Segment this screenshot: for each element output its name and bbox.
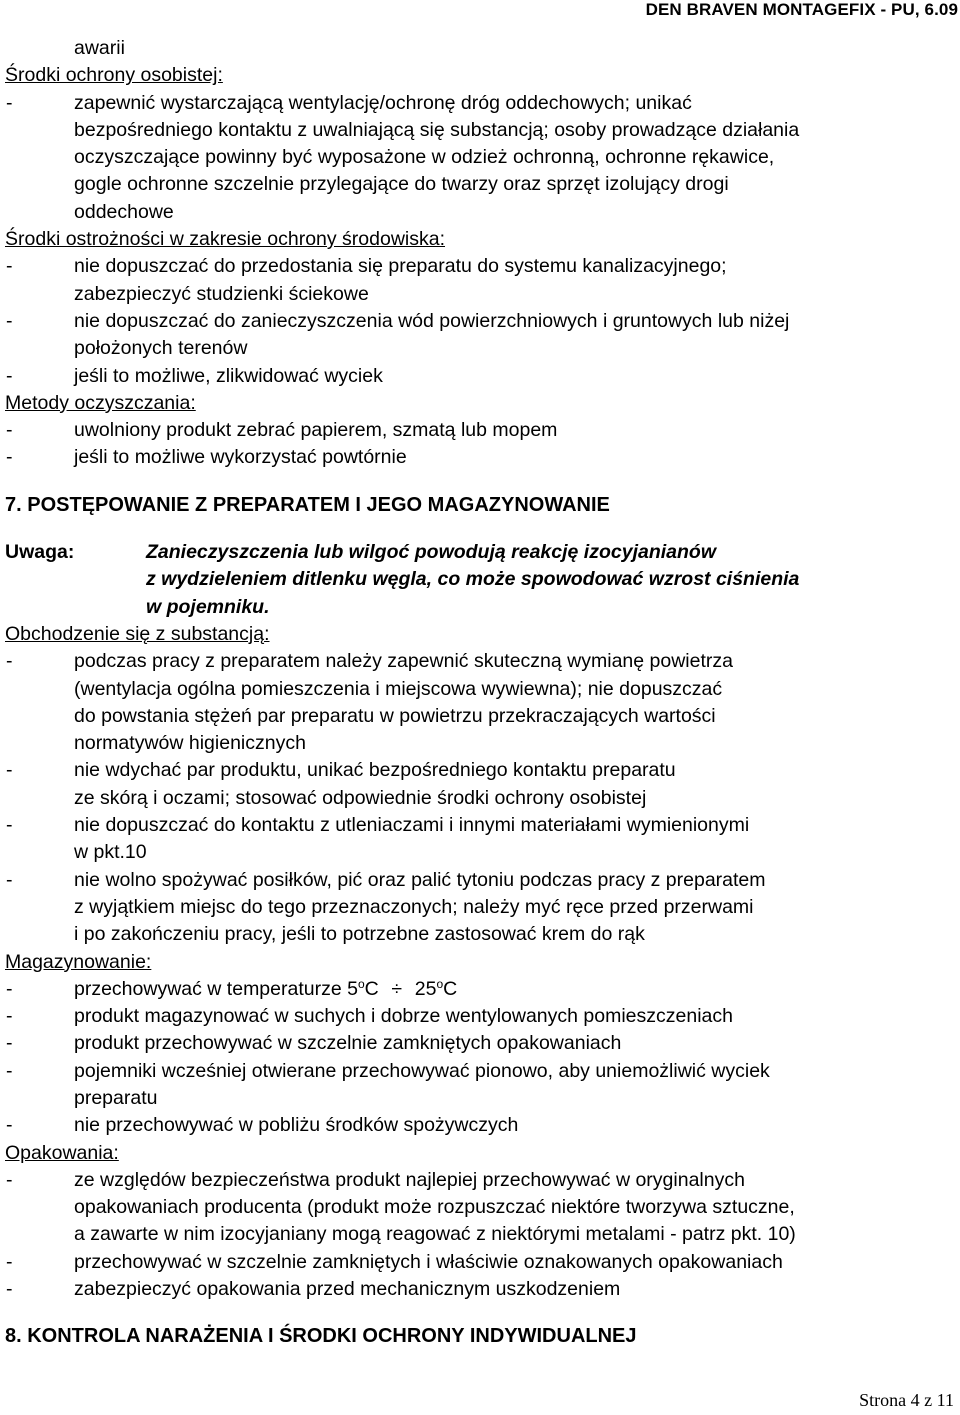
list-item-text: i po zakończeniu pracy, jeśli to potrzebne zastosować krem do rąk	[74, 923, 645, 946]
bullet-dash: -	[6, 364, 13, 387]
temp-text: przechowywać w temperaturze 5	[74, 977, 358, 1000]
list-item-text: oczyszczające powinny być wyposażone w odzież ochronną, ochronne rękawice,	[74, 146, 775, 169]
list-item-line	[0, 1221, 960, 1248]
bullet-dash: -	[6, 1278, 13, 1301]
bullet-dash: -	[6, 977, 13, 1000]
list-item-line	[0, 894, 960, 921]
list-item	[0, 1249, 960, 1276]
bullet-dash: -	[6, 255, 13, 278]
page-number: Strona 4 z 11	[859, 1390, 954, 1410]
list-item-text: przechowywać w szczelnie zamkniętych i właściwie oznakowanych opakowaniach	[74, 1250, 783, 1273]
list-item-line	[0, 1030, 960, 1057]
list-item	[0, 90, 960, 226]
list-item-line	[0, 117, 960, 144]
subsection-heading: Magazynowanie:	[5, 950, 152, 973]
range-sign: ÷	[391, 977, 403, 1000]
list-item-line	[0, 867, 960, 894]
list-item-line	[0, 444, 960, 471]
note-text: z wydzieleniem ditlenku węgla, co może spowodować wzrost ciśnienia	[146, 568, 800, 591]
list-item-line	[0, 281, 960, 308]
subsection-heading: Środki ochrony osobistej:	[5, 64, 223, 87]
temp-value: 25	[414, 977, 437, 1000]
list-item-line	[0, 730, 960, 757]
bullet-dash: -	[6, 1114, 13, 1137]
subsection-heading: Środki ostrożności w zakresie ochrony środowiska:	[5, 228, 446, 251]
list-item	[0, 867, 960, 949]
list-item-text: w pkt.10	[74, 841, 147, 864]
list-item-line	[0, 1167, 960, 1194]
bullet-dash: -	[6, 650, 13, 673]
document-body	[0, 35, 960, 1351]
list-item-line	[0, 144, 960, 171]
list-item-line	[0, 648, 960, 675]
list-item-text: zabezpieczyć studzienki ściekowe	[74, 282, 369, 305]
list-item	[0, 1030, 960, 1057]
bullet-dash: -	[6, 91, 13, 114]
list-item-text: normatywów higienicznych	[74, 732, 306, 755]
list-item-text: oddechowe	[74, 200, 174, 223]
bullet-dash: -	[6, 446, 13, 469]
list-item-line	[0, 1112, 960, 1139]
list-item-line	[0, 308, 960, 335]
list-item-text: ze skórą i oczami; stosować odpowiednie środki ochrony osobistej	[74, 786, 647, 809]
note-line	[0, 566, 960, 593]
subsection-heading: Obchodzenie się z substancją:	[5, 622, 270, 645]
list-item-line	[0, 785, 960, 812]
list-item	[0, 648, 960, 757]
list-item-line	[0, 1276, 960, 1303]
list-item-text: nie wolno spożywać posiłków, pić oraz palić tytoniu podczas pracy z preparatem	[74, 868, 766, 891]
list-item-line	[0, 839, 960, 866]
list-item	[0, 1112, 960, 1139]
temp-unit: C	[364, 977, 379, 1000]
bullet-dash: -	[6, 309, 13, 332]
note-text: w pojemniku.	[146, 595, 270, 618]
list-item-line	[0, 417, 960, 444]
list-item-text: jeśli to możliwe wykorzystać powtórnie	[74, 446, 407, 469]
list-item	[0, 1058, 960, 1113]
bullet-dash: -	[6, 868, 13, 891]
note-block	[0, 539, 960, 621]
note-text: Zanieczyszczenia lub wilgoć powodują reakcję izocyjanianów	[146, 541, 716, 564]
note-label: Uwaga:	[5, 541, 75, 564]
list-item-text: z wyjątkiem miejsc do tego przeznaczonych; należy myć ręce przed przerwami	[74, 895, 754, 918]
list-item-line	[0, 1003, 960, 1030]
bullet-dash: -	[6, 814, 13, 837]
section-heading: 8. KONTROLA NARAŻENIA I ŚRODKI OCHRONY INDYWIDUALNEJ	[5, 1325, 637, 1348]
list-item-line	[0, 90, 960, 117]
spacer	[0, 1303, 960, 1323]
list-item-temperature	[0, 976, 960, 1003]
list-item-line	[0, 363, 960, 390]
list-item-line	[0, 921, 960, 948]
list-item	[0, 308, 960, 363]
list-item-line	[0, 171, 960, 198]
list-item-line	[0, 1085, 960, 1112]
list-item-text: (wentylacja ogólna pomieszczenia i miejscowa wywiewna); nie dopuszczać	[74, 677, 723, 700]
list-item	[0, 1003, 960, 1030]
list-item-text: produkt przechowywać w szczelnie zamkniętych opakowaniach	[74, 1032, 622, 1055]
list-item-text: nie dopuszczać do zanieczyszczenia wód powierzchniowych i gruntowych lub niżej	[74, 309, 790, 332]
list-item-line	[0, 335, 960, 362]
list-item-text: bezpośredniego kontaktu z uwalniającą się substancją; osoby prowadzące działania	[74, 118, 800, 141]
note-line	[0, 594, 960, 621]
list-item-text: nie dopuszczać do kontaktu z utleniaczami i innymi materiałami wymienionymi	[74, 814, 750, 837]
list-item-text: ze względów bezpieczeństwa produkt najlepiej przechowywać w oryginalnych	[74, 1168, 745, 1191]
list-item	[0, 417, 960, 444]
list-item	[0, 253, 960, 308]
subsection-heading: Metody oczyszczania:	[5, 391, 196, 414]
list-item-line	[0, 703, 960, 730]
list-item	[0, 1167, 960, 1249]
spacer	[0, 519, 960, 539]
degree-sign: o	[357, 976, 365, 991]
list-item	[0, 444, 960, 471]
list-item-line	[0, 1249, 960, 1276]
list-item-text: podczas pracy z preparatem należy zapewnić skuteczną wymianę powietrza	[74, 650, 733, 673]
list-item-line	[0, 253, 960, 280]
bullet-dash: -	[6, 419, 13, 442]
list-item-text: zapewnić wystarczającą wentylację/ochronę dróg oddechowych; unikać	[74, 91, 692, 114]
bullet-dash: -	[6, 1059, 13, 1082]
list-item-text: jeśli to możliwe, zlikwidować wyciek	[74, 364, 383, 387]
section-heading: 7. POSTĘPOWANIE Z PREPARATEM I JEGO MAGAZYNOWANIE	[5, 493, 610, 516]
bullet-dash: -	[6, 1032, 13, 1055]
spacer	[0, 472, 960, 492]
list-item-text: uwolniony produkt zebrać papierem, szmatą lub mopem	[74, 419, 558, 442]
bullet-dash: -	[6, 1005, 13, 1028]
list-item-text: produkt magazynować w suchych i dobrze wentylowanych pomieszczeniach	[74, 1005, 733, 1028]
list-item-line	[0, 757, 960, 784]
list-item-text: położonych terenów	[74, 337, 248, 360]
continued-text: awarii	[74, 37, 125, 59]
list-item-text: preparatu	[74, 1086, 158, 1109]
list-item-line	[0, 199, 960, 226]
list-item-text: a zawarte w nim izocyjaniany mogą reagować z niektórymi metalami - patrz pkt. 10)	[74, 1223, 796, 1246]
list-item-text: pojemniki wcześniej otwierane przechowywać pionowo, aby uniemożliwić wyciek	[74, 1059, 770, 1082]
list-item-text: do powstania stężeń par preparatu w powietrzu przekraczających wartości	[74, 704, 716, 727]
list-item	[0, 812, 960, 867]
list-item-line	[0, 1194, 960, 1221]
list-item-text: nie dopuszczać do przedostania się preparatu do systemu kanalizacyjnego;	[74, 255, 727, 278]
list-item-text: nie przechowywać w pobliżu środków spożywczych	[74, 1114, 519, 1137]
list-item-line	[0, 676, 960, 703]
list-item-text: opakowaniach producenta (produkt może rozpuszczać niektóre tworzywa sztuczne,	[74, 1196, 795, 1219]
list-item-text: zabezpieczyć opakowania przed mechanicznym uszkodzeniem	[74, 1278, 621, 1301]
subsection-heading: Opakowania:	[5, 1141, 119, 1164]
temp-unit: C	[443, 977, 458, 1000]
degree-sign: o	[436, 976, 444, 991]
list-item-line	[0, 812, 960, 839]
document-header-title: DEN BRAVEN MONTAGEFIX - PU, 6.09	[645, 0, 958, 19]
list-item	[0, 1276, 960, 1303]
bullet-dash: -	[6, 759, 13, 782]
list-item-text: nie wdychać par produktu, unikać bezpośredniego kontaktu preparatu	[74, 759, 676, 782]
bullet-dash: -	[6, 1168, 13, 1191]
list-item	[0, 757, 960, 812]
note-line	[0, 539, 960, 566]
list-item-line	[0, 1058, 960, 1085]
list-item	[0, 363, 960, 390]
list-item-text: gogle ochronne szczelnie przylegające do twarzy oraz sprzęt izolujący drogi	[74, 173, 729, 196]
bullet-dash: -	[6, 1250, 13, 1273]
